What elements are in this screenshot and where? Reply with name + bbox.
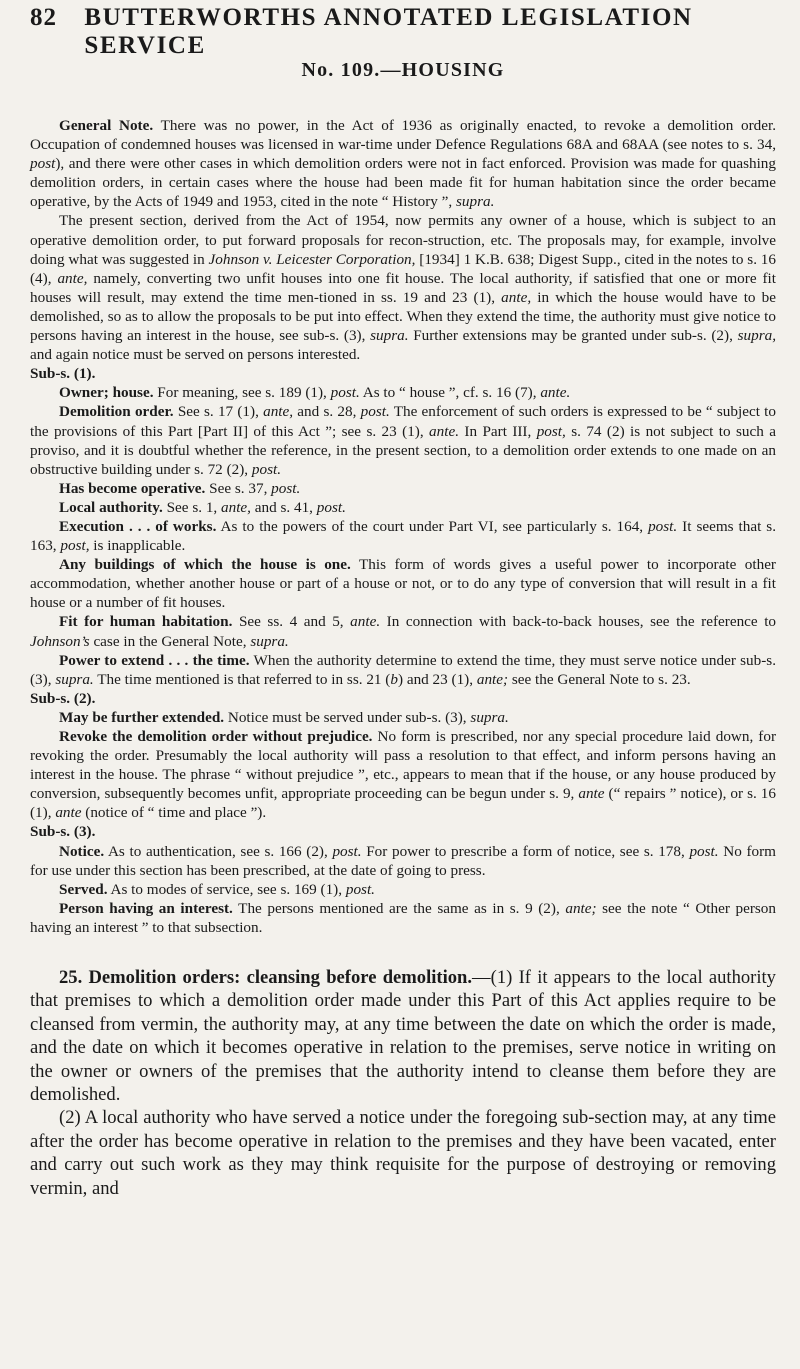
general-note-paragraph: General Note. There was no power, in the Act of 1936 as originally enacted, to revoke a demolition order. Occupation of condemned houses was licensed in war-time under Defence Regulations 68A and 68AA (see notes to s. 34, post), and there were other cases in which demolition orders were not in fact enforced. Provision was made for quashing demolition orders, in certain cases where the house had been made fit for human habitation since the order became operative, by the Acts of 1949 and 1953, cited in the note “ History ”, supra.: [30, 117, 777, 211]
note-term: Demolition order.: [59, 403, 174, 421]
note-entry: Revoke the demolition order without prejudice. No form is prescribed, nor any special procedure laid down, for revoking the order. Presumably the local authority will pass a resolution to that effect, and inform persons having an interest in the house. The phrase “ without prejudice ”, etc., appears to mean that if the house, or any house produced by conversion, subsequently becomes unfit, appropriate proceeding can be begun under s. 9, ante (“ repairs ” notice), or s. 16 (1), ante (notice of “ time and place ”).: [30, 728, 776, 822]
note-entry: Notice. As to authentication, see s. 166 (2), post. For power to prescribe a form of notice, see s. 178, post. No form for use under this section has been prescribed, at the date of going to press.: [30, 842, 776, 879]
note-term: Fit for human habitation.: [59, 613, 233, 631]
note-entry: Local authority. See s. 1, ante, and s. 41, post.: [59, 498, 346, 516]
note-entry: Any buildings of which the house is one. This form of words gives a useful power to incorporate other accommodation, whether another house or part of a house or not, or to do any type of conversion that will result in a fit house or a number of fit houses.: [30, 556, 776, 612]
page-number: 82: [30, 4, 57, 31]
subsection-heading: Sub-s. (1).: [30, 365, 96, 383]
note-entry: May be further extended. Notice must be served under sub-s. (3), supra.: [59, 708, 509, 726]
note-term: Has become operative.: [59, 479, 206, 497]
note-entry: Power to extend . . . the time. When the authority determine to extend the time, they must serve notice under sub-s. (3), supra. The time mentioned is that referred to in ss. 21 (b) and 23 (1), ante; see the General Note to s. 23.: [30, 651, 776, 688]
general-note-paragraph: The present section, derived from the Act of 1954, now permits any owner of a house, which is subject to an operative demolition order, to put forward proposals for recon-struction, etc. The proposals may, for example, involve doing what was suggested in Johnson v. Leicester Corporation, [1934] 1 K.B. 638; Digest Supp., cited in the notes to s. 16 (4), ante, namely, converting two unfit houses into one fit house. The local authority, if satisfied that one or more fit houses will result, may extend the time men-tioned in ss. 19 and 23 (1), ante, in which the house would have to be demolished, so as to allow the proposals to be put into effect. When they extend the time, the authority must give notice to persons having an interest in the house, see sub-s. (3), supra. Further extensions may be granted under sub-s. (2), supra, and again notice must be served on persons interested.: [30, 212, 777, 364]
act-subtitle: No. 109.—HOUSING: [301, 59, 505, 81]
section-25: [30, 966, 776, 1200]
note-term: Revoke the demolition order without prejudice.: [59, 728, 373, 745]
subsection-heading: Sub-s. (2).: [30, 689, 96, 707]
section-heading: 25. Demolition orders: cleansing before demolition.: [59, 967, 473, 989]
note-term: Served.: [59, 880, 108, 898]
note-term: Execution . . . of works.: [59, 517, 217, 535]
annotation-notes: [30, 116, 776, 937]
note-term: Person having an interest.: [59, 899, 233, 917]
note-entry: Owner; house. For meaning, see s. 189 (1), post. As to “ house ”, cf. s. 16 (7), ante.: [59, 384, 571, 402]
note-term: Owner; house.: [59, 384, 154, 402]
note-entry: Has become operative. See s. 37, post.: [59, 479, 301, 497]
running-title: BUTTERWORTHS ANNOTATED LEGISLATION SERVICE: [84, 4, 693, 59]
note-entry: Execution . . . of works. As to the powers of the court under Part VI, see particularly s. 164, post. It seems that s. 163, post, is inapplicable.: [30, 517, 777, 555]
note-entry: Fit for human habitation. See ss. 4 and 5, ante. In connection with back-to-back houses, see the reference to Johnson’s case in the General Note, supra.: [30, 613, 777, 650]
note-entry: Demolition order. See s. 17 (1), ante, and s. 28, post. The enforcement of such orders is expressed to be “ subject to the provisions of this Part [Part II] of this Act ”; see s. 23 (1), ante. In Part III, post, s. 74 (2) is not subject to such a proviso, and it is doubtful whether the reference, in the present section, to a demolition order extends to one made on an obstructive building under s. 72 (2), post.: [30, 403, 776, 478]
page-header: [30, 4, 776, 60]
note-entry: Served. As to modes of service, see s. 169 (1), post.: [59, 880, 375, 898]
general-note-heading: General Note.: [59, 117, 154, 134]
note-entry: Person having an interest. The persons mentioned are the same as in s. 9 (2), ante; see the note “ Other person having an interest ” to that subsection.: [30, 899, 776, 936]
section-subsection: (2) A local authority who have served a notice under the foregoing sub-section may, at any time after the order has become operative in relation to the premises and they have been vacated, enter and carry out such work as they may think requisite for the purpose of destroying or removing vermin, and: [30, 1107, 776, 1199]
section-subsection: 25. Demolition orders: cleansing before demolition.—(1) If it appears to the local authority that premises to which a demolition order made under this Part of this Act applies require to be cleansed from vermin, the authority may, at any time between the date on which the order is made, and the date on which it becomes operative in relation to the premises, serve notice in writing on the owner or owners of the premises that the authority intend to cleanse them before they are demolished.: [30, 967, 776, 1106]
note-term: Notice.: [59, 842, 105, 860]
note-term: Local authority.: [59, 498, 163, 516]
note-term: May be further extended.: [59, 708, 225, 726]
note-term: Any buildings of which the house is one.: [59, 556, 351, 574]
subsection-heading: Sub-s. (3).: [30, 823, 96, 841]
note-term: Power to extend . . . the time.: [59, 651, 250, 669]
